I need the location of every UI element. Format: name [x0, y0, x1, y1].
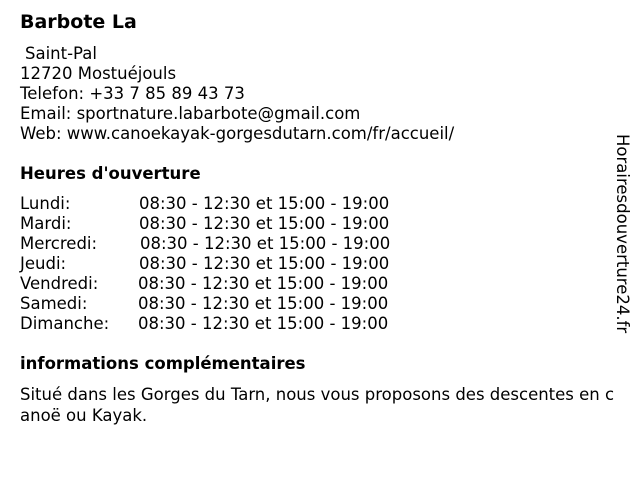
time-range: 08:30 - 12:30 et 15:00 - 19:00 — [138, 294, 389, 313]
street: Saint-Pal — [25, 44, 97, 63]
hours-heading: Heures d'ouverture — [20, 164, 201, 183]
hours-row-sunday — [20, 314, 440, 334]
hours-row-saturday — [20, 294, 440, 314]
info-text: Situé dans les Gorges du Tarn, nous vous proposons des descentes en canoë ou Kayak. — [20, 385, 615, 425]
contact-block — [20, 44, 454, 144]
info-heading: informations complémentaires — [20, 354, 306, 373]
day-label: Vendredi: — [20, 274, 99, 293]
day-label: Samedi: — [20, 294, 88, 313]
hours-row-tuesday — [20, 214, 440, 234]
day-label: Mardi: — [20, 214, 72, 233]
watermark: Horairesdouverture24.fr — [613, 134, 632, 334]
hours-row-monday — [20, 194, 440, 214]
website: Web: www.canoekayak-gorgesdutarn.com/fr/accueil/ — [20, 124, 455, 143]
time-range: 08:30 - 12:30 et 15:00 - 19:00 — [138, 314, 389, 333]
day-label: Mercredi: — [20, 234, 98, 253]
hours-table — [20, 194, 440, 334]
hours-row-thursday — [20, 254, 440, 274]
phone: Telefon: +33 7 85 89 43 73 — [20, 84, 245, 103]
day-label: Dimanche: — [20, 314, 110, 333]
day-label: Lundi: — [20, 194, 71, 213]
hours-row-friday — [20, 274, 440, 294]
time-range: 08:30 - 12:30 et 15:00 - 19:00 — [139, 214, 390, 233]
business-name: Barbote La — [20, 11, 137, 33]
time-range: 08:30 - 12:30 et 15:00 - 19:00 — [139, 254, 390, 273]
time-range: 08:30 - 12:30 et 15:00 - 19:00 — [140, 234, 391, 253]
email: Email: sportnature.labarbote@gmail.com — [20, 104, 361, 123]
hours-row-wednesday — [20, 234, 440, 254]
day-label: Jeudi: — [20, 254, 67, 273]
city: 12720 Mostuéjouls — [20, 64, 177, 83]
time-range: 08:30 - 12:30 et 15:00 - 19:00 — [138, 274, 389, 293]
time-range: 08:30 - 12:30 et 15:00 - 19:00 — [139, 194, 390, 213]
